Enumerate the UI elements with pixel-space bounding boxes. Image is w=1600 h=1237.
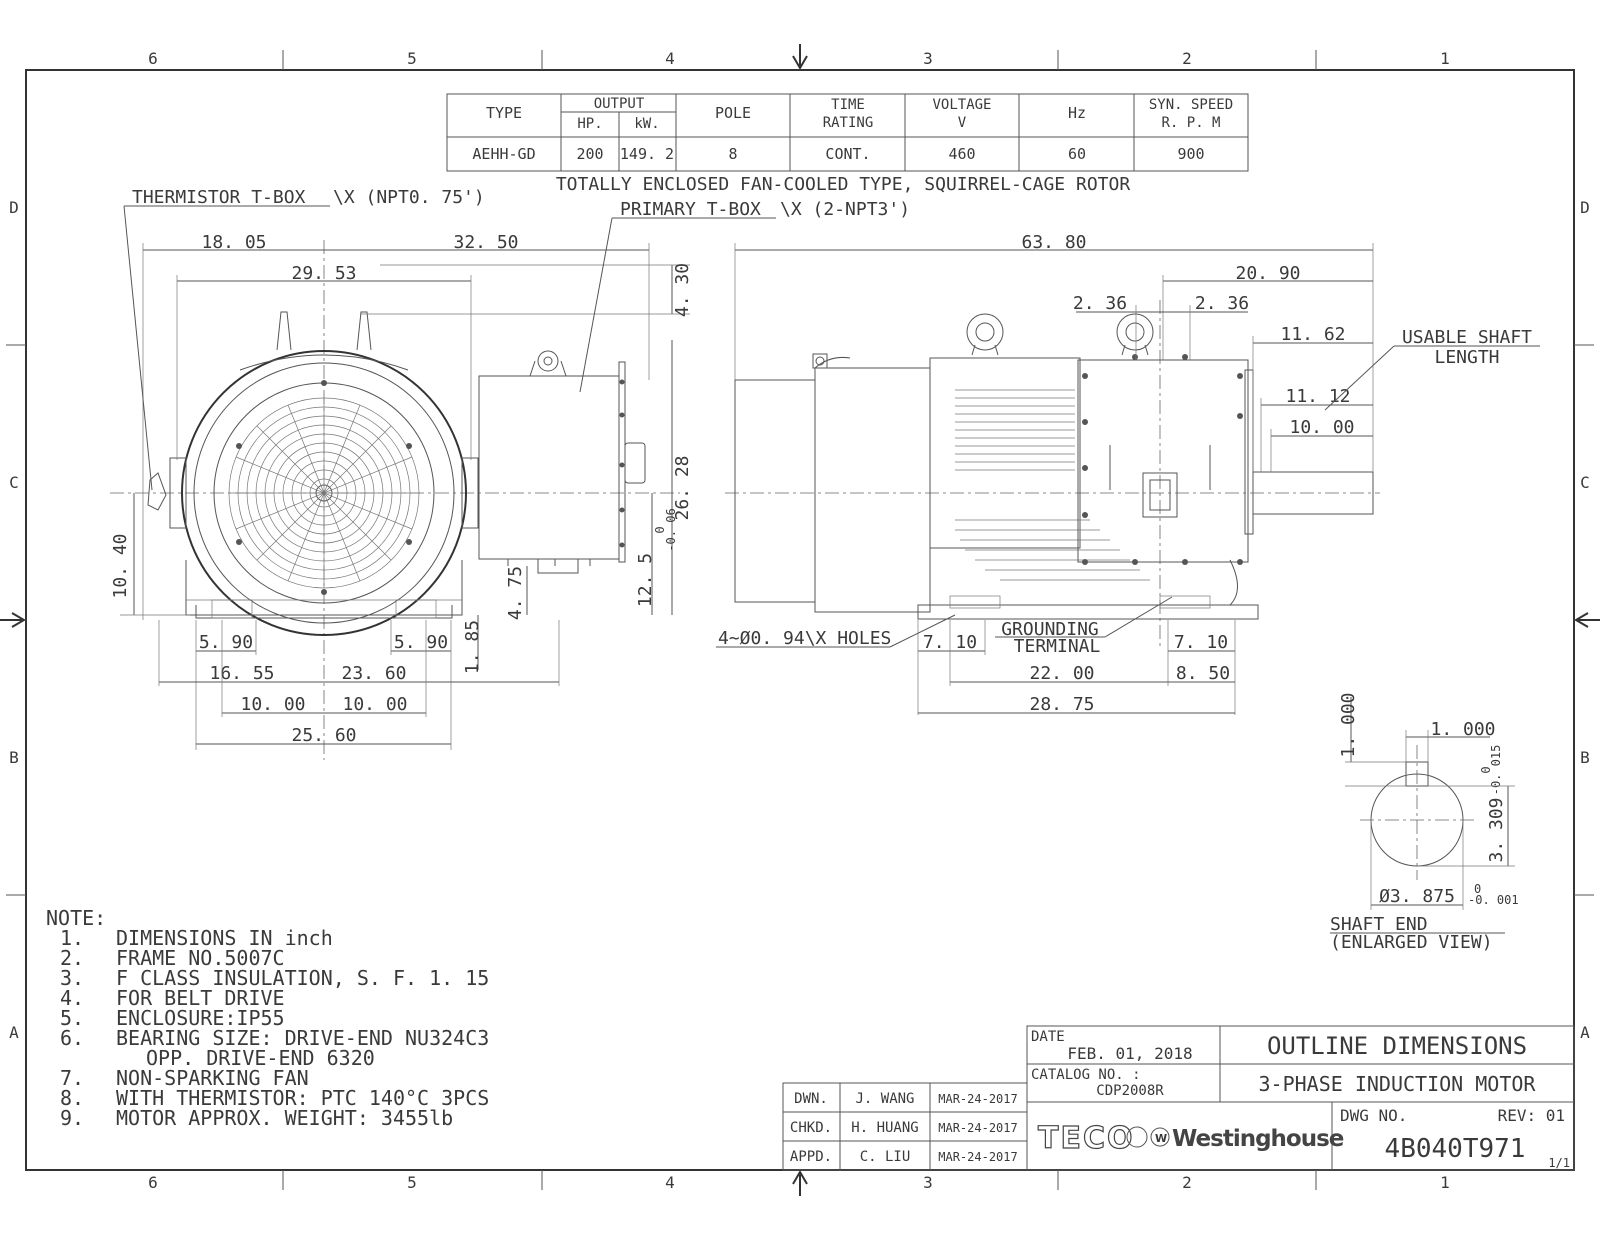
dim-32-50: 32. 50 xyxy=(453,232,519,253)
row-label: D xyxy=(1580,198,1590,217)
note-text: ENCLOSURE:IP55 xyxy=(116,1006,285,1030)
catalog-label: CATALOG NO. : xyxy=(1031,1067,1141,1083)
dim-18-05: 18. 05 xyxy=(201,232,267,253)
tol-bottom: -0. 06 xyxy=(664,508,678,552)
dim-5-90-left: 5. 90 xyxy=(198,632,254,653)
note-number: 6. xyxy=(60,1026,85,1050)
dim-7-10-left: 7. 10 xyxy=(922,632,978,653)
dwg-no-label: DWG NO. xyxy=(1340,1106,1408,1125)
date-label: DATE xyxy=(1031,1029,1065,1045)
cooling-fins xyxy=(930,358,1150,580)
title-block xyxy=(1027,1026,1574,1170)
voltage-value: 460 xyxy=(948,145,976,163)
shaft-end-subtitle: (ENLARGED VIEW) xyxy=(1330,932,1493,953)
dim-shaft-1-000-h: 1. 000 xyxy=(1430,719,1496,740)
output-header: OUTPUT xyxy=(593,96,645,112)
tol-top: 0 xyxy=(1474,882,1482,896)
col-label: 3 xyxy=(923,49,933,68)
row-label: B xyxy=(1580,748,1590,767)
col-label: 4 xyxy=(665,1173,675,1192)
speed-value: 900 xyxy=(1177,145,1205,163)
sign-name: J. WANG xyxy=(855,1091,915,1107)
spec-table xyxy=(447,94,1248,195)
col-label: 4 xyxy=(665,49,675,68)
speed-header: R. P. M xyxy=(1161,115,1221,131)
dim-1-85: 1. 85 xyxy=(462,619,483,675)
sign-role: APPD. xyxy=(789,1149,833,1165)
sign-date: MAR-24-2017 xyxy=(938,1150,1018,1164)
dim-26-28: 26. 28 xyxy=(672,455,693,521)
dim-10-00: 10. 00 xyxy=(1289,417,1355,438)
dwg-no-value: 4B040T971 xyxy=(1384,1134,1526,1164)
dim-shaft-3-309: 3. 309 xyxy=(1486,797,1507,863)
note-text: OPP. DRIVE-END 6320 xyxy=(146,1046,375,1070)
dim-63-80: 63. 80 xyxy=(1021,232,1087,253)
drawing-subtitle: 3-PHASE INDUCTION MOTOR xyxy=(1258,1072,1536,1096)
kw-value: 149. 2 xyxy=(619,145,675,163)
dim-20-90: 20. 90 xyxy=(1235,263,1301,284)
dim-2-36-left: 2. 36 xyxy=(1072,293,1128,314)
usable-shaft-label: LENGTH xyxy=(1434,347,1500,368)
primary-terminal-box xyxy=(479,351,645,573)
center-arrow-top-icon xyxy=(793,44,807,68)
dim-10-40: 10. 40 xyxy=(110,533,131,599)
note-number: 4. xyxy=(60,986,85,1010)
mounting-holes-label: 4~Ø0. 94\X HOLES xyxy=(718,628,892,649)
dim-10-00-right: 10. 00 xyxy=(342,694,408,715)
col-label: 1 xyxy=(1440,49,1450,68)
dim-4-30: 4. 30 xyxy=(672,262,693,318)
note-number: 3. xyxy=(60,966,85,990)
rev-label: REV: 01 xyxy=(1497,1106,1565,1125)
note-number: 1. xyxy=(60,926,85,950)
note-text: F CLASS INSULATION, S. F. 1. 15 xyxy=(116,966,490,990)
dim-16-55: 16. 55 xyxy=(209,663,275,684)
col-label: 3 xyxy=(923,1173,933,1192)
dim-5-90-right: 5. 90 xyxy=(393,632,449,653)
dim-11-12: 11. 12 xyxy=(1285,386,1351,407)
shaft-end-view xyxy=(1330,692,1519,953)
type-header: TYPE xyxy=(485,104,523,122)
dim-11-62: 11. 62 xyxy=(1280,324,1346,345)
col-label: 2 xyxy=(1182,1173,1192,1192)
sign-name: C. LIU xyxy=(859,1149,911,1165)
thermistor-tbox-label: THERMISTOR T-BOX xyxy=(132,187,306,208)
hp-header: HP. xyxy=(577,116,603,132)
type-value: AEHH-GD xyxy=(472,145,536,163)
sign-role: DWN. xyxy=(794,1091,828,1107)
pole-header: POLE xyxy=(714,104,752,122)
tol-bottom: -0. 015 xyxy=(1489,744,1503,796)
dim-8-50: 8. 50 xyxy=(1175,663,1231,684)
col-label: 2 xyxy=(1182,49,1192,68)
hp-value: 200 xyxy=(576,145,604,163)
note-number: 8. xyxy=(60,1086,85,1110)
tol-top: 0 xyxy=(653,526,667,534)
time-rating-value: CONT. xyxy=(825,145,871,163)
note-number: 9. xyxy=(60,1106,85,1130)
time-rating-header: RATING xyxy=(822,115,874,131)
dim-7-10-right: 7. 10 xyxy=(1173,632,1229,653)
dim-28-75: 28. 75 xyxy=(1029,694,1095,715)
primary-tbox-label: PRIMARY T-BOX xyxy=(620,199,761,220)
sign-date: MAR-24-2017 xyxy=(938,1121,1018,1135)
shaft-end-title: SHAFT END xyxy=(1330,914,1428,935)
dim-12-5: 12. 5 xyxy=(635,552,656,608)
dim-25-60: 25. 60 xyxy=(291,725,357,746)
dim-10-00-left: 10. 00 xyxy=(240,694,306,715)
note-text: BEARING SIZE: DRIVE-END NU324C3 xyxy=(116,1026,490,1050)
row-label: A xyxy=(9,1023,19,1042)
hz-header: Hz xyxy=(1067,104,1087,122)
note-number: 5. xyxy=(60,1006,85,1030)
thermistor-thread-label: \X (NPT0. 75') xyxy=(333,187,485,208)
col-label: 6 xyxy=(148,1173,158,1192)
dim-22-00: 22. 00 xyxy=(1029,663,1095,684)
speed-header: SYN. SPEED xyxy=(1148,97,1234,113)
note-text: NON-SPARKING FAN xyxy=(116,1066,309,1090)
note-text: DIMENSIONS IN inch xyxy=(116,926,333,950)
front-view xyxy=(110,187,910,760)
col-label: 6 xyxy=(148,49,158,68)
voltage-header: V xyxy=(957,115,967,131)
fan-cover-grille xyxy=(229,398,419,588)
sheet-number: 1/1 xyxy=(1548,1156,1570,1170)
dim-23-60: 23. 60 xyxy=(341,663,407,684)
primary-thread-label: \X (2-NPT3') xyxy=(780,199,911,220)
dim-shaft-dia: Ø3. 875 xyxy=(1379,886,1455,907)
notes-block xyxy=(46,906,489,1130)
note-text: FOR BELT DRIVE xyxy=(116,986,285,1010)
dim-29-53: 29. 53 xyxy=(291,263,357,284)
grounding-terminal-label: GROUNDING xyxy=(1001,619,1099,640)
note-number: 2. xyxy=(60,946,85,970)
side-view xyxy=(716,232,1540,715)
catalog-value: CDP2008R xyxy=(1096,1083,1164,1099)
row-label: D xyxy=(9,198,19,217)
center-arrow-right-icon xyxy=(1576,613,1600,627)
note-text: MOTOR APPROX. WEIGHT: 3455lb xyxy=(116,1106,454,1130)
note-text: WITH THERMISTOR: PTC 140°C 3PCS xyxy=(116,1086,490,1110)
date-value: FEB. 01, 2018 xyxy=(1067,1044,1193,1063)
dim-2-36-right: 2. 36 xyxy=(1194,293,1250,314)
westinghouse-logo-text: Westinghouse xyxy=(1172,1126,1344,1152)
time-rating-header: TIME xyxy=(831,97,865,113)
notes-heading: NOTE: xyxy=(46,906,107,930)
row-label: C xyxy=(1580,473,1590,492)
dim-4-75: 4. 75 xyxy=(505,565,526,621)
col-label: 5 xyxy=(407,49,417,68)
drawing-title: OUTLINE DIMENSIONS xyxy=(1266,1032,1528,1060)
tol-bottom: -0. 001 xyxy=(1468,893,1519,907)
usable-shaft-label: USABLE SHAFT xyxy=(1401,327,1533,348)
col-label: 5 xyxy=(407,1173,417,1192)
teco-logo-text: TECO xyxy=(1038,1121,1135,1156)
row-label: B xyxy=(9,748,19,767)
col-label: 1 xyxy=(1440,1173,1450,1192)
dim-shaft-1-000-v: 1. 000 xyxy=(1338,692,1359,758)
note-text: FRAME NO.5007C xyxy=(116,946,285,970)
voltage-header: VOLTAGE xyxy=(932,97,992,113)
center-arrow-bottom-icon xyxy=(793,1172,807,1196)
pole-value: 8 xyxy=(728,145,738,163)
sign-off-block xyxy=(783,1083,1027,1170)
row-label: C xyxy=(9,473,19,492)
motor-type-caption: TOTALLY ENCLOSED FAN-COOLED TYPE, SQUIRREL-CAGE ROTOR xyxy=(555,174,1131,195)
sign-role: CHKD. xyxy=(789,1120,833,1136)
grounding-terminal-label: TERMINAL xyxy=(1013,636,1101,657)
sign-name: H. HUANG xyxy=(851,1120,919,1136)
tol-top: 0 xyxy=(1479,766,1493,774)
westinghouse-w-glyph: W xyxy=(1155,1132,1168,1145)
sign-date: MAR-24-2017 xyxy=(938,1092,1018,1106)
note-number: 7. xyxy=(60,1066,85,1090)
company-logo xyxy=(1038,1121,1344,1156)
kw-header: kW. xyxy=(634,116,660,132)
center-arrow-left-icon xyxy=(0,613,24,627)
hz-value: 60 xyxy=(1067,145,1087,163)
row-label: A xyxy=(1580,1023,1590,1042)
front-dimensions xyxy=(110,232,693,750)
